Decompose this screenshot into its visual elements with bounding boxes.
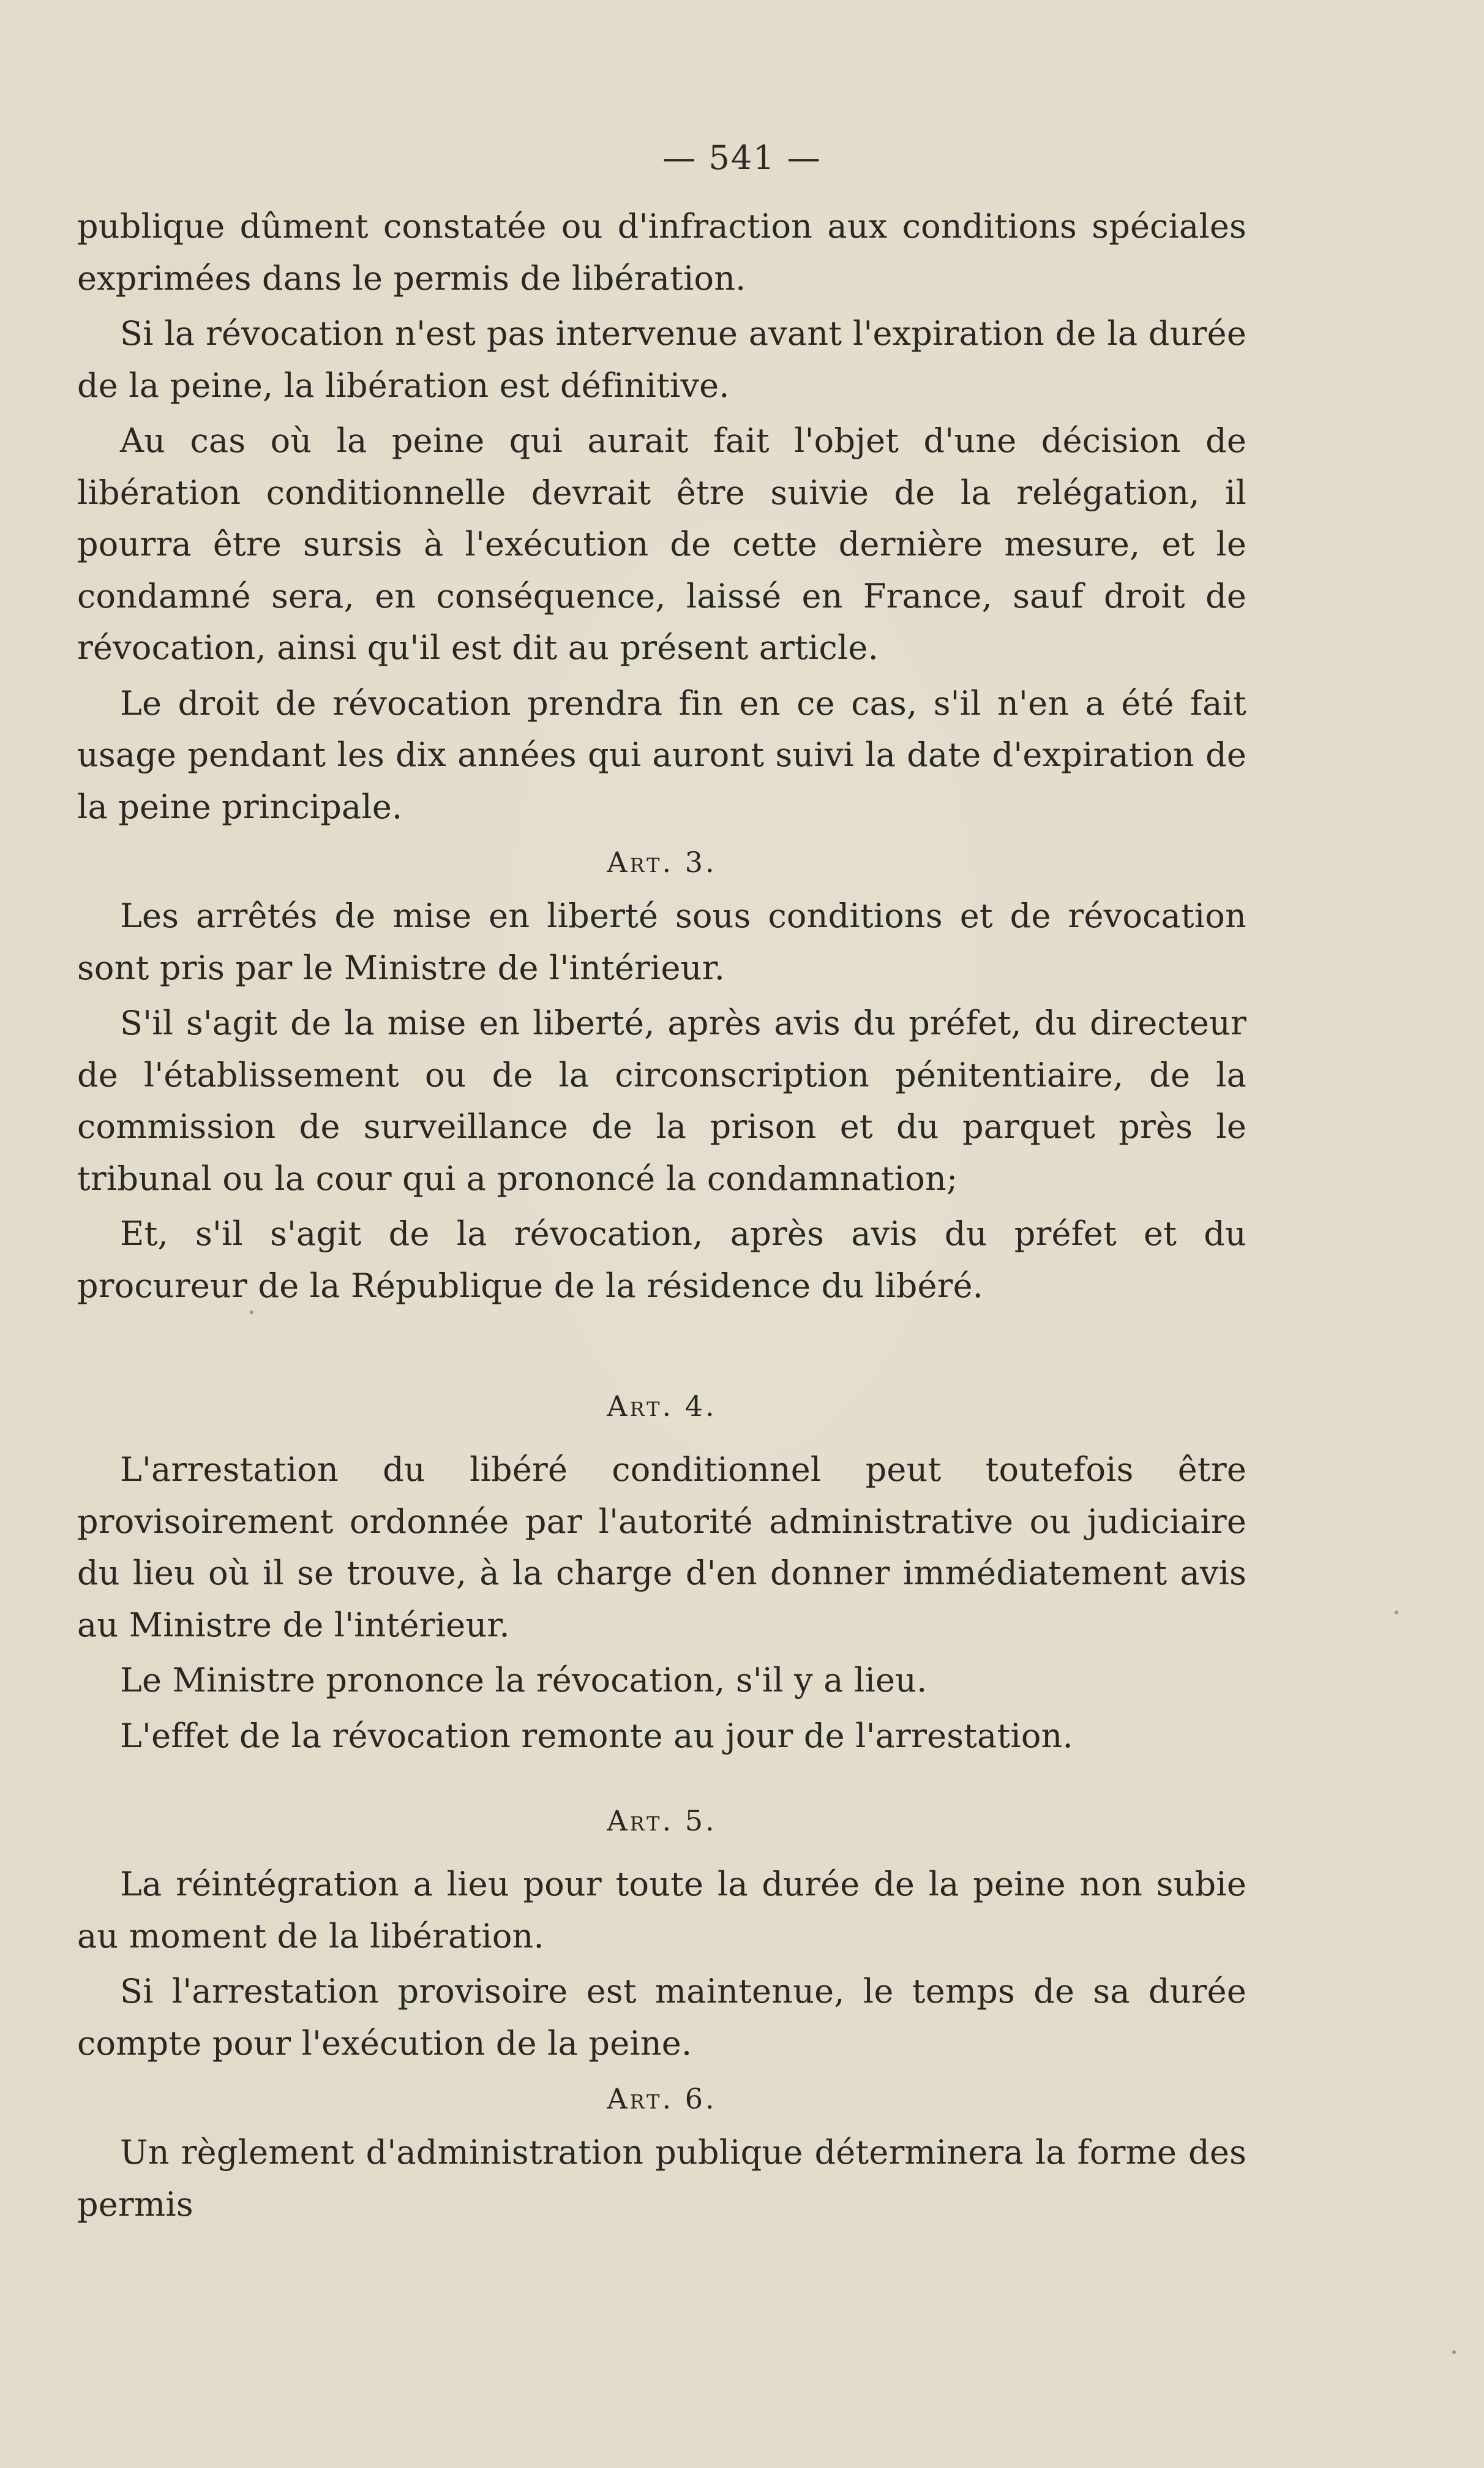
article-number: 4.: [684, 1390, 717, 1423]
paper-speck: [1395, 1611, 1398, 1614]
page-number: — 541 —: [662, 138, 822, 177]
paragraph: Au cas où la peine qui aurait fait l'objet d'une décision de libération conditionnelle devrait être suivie de la relégation, il pourra être sursis à l'exécution de cette dernière mesure, et le condamné sera, en conséquence, laissé en France, sauf droit de révocation, ainsi qu'il est dit au présent article.: [77, 421, 1246, 667]
paragraph: Un règlement d'administration publique déterminera la forme des permis: [77, 2133, 1246, 2224]
paragraph: Si la révocation n'est pas intervenue avant l'expiration de la durée de la peine, la libération est définitive.: [77, 314, 1246, 405]
article-heading-5: [77, 1795, 1246, 1846]
paragraph: Et, s'il s'agit de la révocation, après avis du préfet et du procureur de la République de la résidence du libéré.: [77, 1214, 1246, 1305]
article-heading-4: [77, 1380, 1246, 1432]
paragraph: Le Ministre prononce la révocation, s'il y a lieu.: [120, 1661, 928, 1699]
paragraph: publique dûment constatée ou d'infraction aux conditions spéciales exprimées dans le permis de libération.: [77, 207, 1246, 298]
paragraph: Le droit de révocation prendra fin en ce cas, s'il n'en a été fait usage pendant les dix années qui auront suivi la date d'expiration de la peine principale.: [77, 683, 1246, 826]
paper-speck: [1452, 2350, 1456, 2354]
paragraph: La réintégration a lieu pour toute la durée de la peine non subie au moment de la libération.: [77, 1865, 1246, 1955]
document-body: [77, 201, 1246, 2234]
article-number: 3.: [684, 846, 717, 879]
article-label: Art.: [607, 1390, 674, 1423]
paragraph: Les arrêtés de mise en liberté sous conditions et de révocation sont pris par le Ministre de l'intérieur.: [77, 897, 1246, 987]
paragraph: L'effet de la révocation remonte au jour de l'arrestation.: [120, 1716, 1073, 1755]
article-label: Art.: [607, 846, 674, 879]
article-number: 5.: [684, 1804, 717, 1837]
article-heading-6: [77, 2073, 1246, 2124]
paragraph: L'arrestation du libéré conditionnel peut toutefois être provisoirement ordonnée par l'autorité administrative ou judiciaire du lieu où il se trouve, à la charge d'en donner immédiatement avis au Ministre de l'intérieur.: [77, 1450, 1246, 1644]
article-label: Art.: [607, 1804, 674, 1837]
article-heading-3: [77, 837, 1246, 888]
paragraph: S'il s'agit de la mise en liberté, après avis du préfet, du directeur de l'établissement ou de la circonscription pénitentiaire, de la commission de surveillance de la prison et du parquet près le tribunal ou la cour qui a prononcé la condamnation;: [77, 1004, 1246, 1198]
paper-speck: [250, 1311, 253, 1314]
paragraph: Si l'arrestation provisoire est maintenue, le temps de sa durée compte pour l'exécution de la peine.: [77, 1972, 1246, 2063]
article-label: Art.: [607, 2082, 674, 2115]
article-number: 6.: [684, 2082, 717, 2115]
